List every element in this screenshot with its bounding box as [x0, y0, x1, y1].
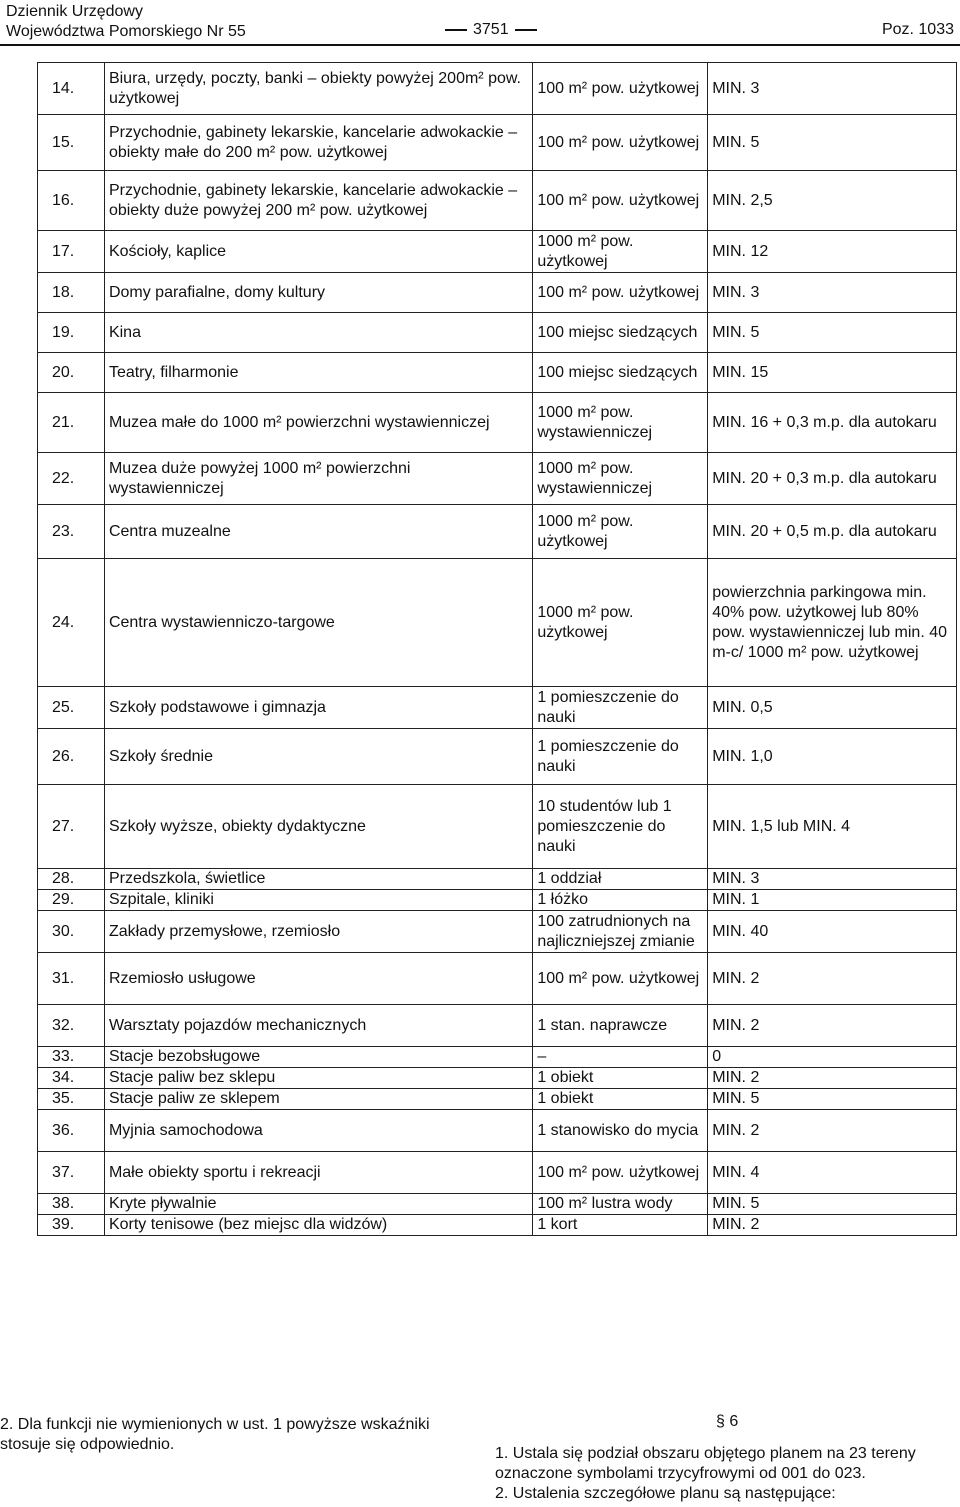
row-unit: 1 obiekt [533, 1068, 708, 1089]
row-name: Szpitale, kliniki [104, 890, 532, 911]
row-unit: 100 m² pow. użytkowej [533, 63, 708, 115]
row-unit: 1000 m² pow. użytkowej [533, 231, 708, 273]
row-name: Rzemiosło usługowe [104, 953, 532, 1005]
row-number: 33. [38, 1047, 105, 1068]
row-unit: 1000 m² pow. użytkowej [533, 559, 708, 687]
row-number: 21. [38, 393, 105, 453]
table-row [38, 505, 957, 559]
table-row [38, 1089, 957, 1110]
row-unit: 1000 m² pow. użytkowej [533, 505, 708, 559]
row-number: 39. [38, 1215, 105, 1236]
row-unit: 100 miejsc siedzących [533, 313, 708, 353]
page-number [439, 21, 543, 39]
row-name: Stacje bezobsługowe [104, 1047, 532, 1068]
row-number: 31. [38, 953, 105, 1005]
journal-title-line1: Dziennik Urzędowy [6, 3, 143, 20]
row-name: Przedszkola, świetlice [104, 869, 532, 890]
row-number: 15. [38, 115, 105, 171]
row-min: MIN. 2,5 [708, 171, 957, 231]
table-row [38, 687, 957, 729]
position-label: Poz. 1033 [881, 21, 954, 38]
row-min: MIN. 2 [708, 1110, 957, 1152]
section-number: § 6 [716, 1413, 739, 1430]
row-number: 28. [38, 869, 105, 890]
table-row [38, 115, 957, 171]
row-name: Biura, urzędy, poczty, banki – obiekty powyżej 200m² pow. użytkowej [104, 63, 532, 115]
row-min: MIN. 5 [708, 1194, 957, 1215]
table-row [38, 1194, 957, 1215]
row-unit: 100 m² pow. użytkowej [533, 273, 708, 313]
row-name: Muzea małe do 1000 m² powierzchni wystawienniczej [104, 393, 532, 453]
table-row [38, 1068, 957, 1089]
row-min: MIN. 20 + 0,3 m.p. dla autokaru [708, 453, 957, 505]
row-number: 32. [38, 1005, 105, 1047]
table-row [38, 1215, 957, 1236]
row-unit: 1000 m² pow. wystawienniczej [533, 453, 708, 505]
row-unit: 1 pomieszczenie do nauki [533, 687, 708, 729]
table-row [38, 953, 957, 1005]
journal-title-line2: Województwa Pomorskiego Nr 55 [6, 23, 246, 40]
table-row [38, 313, 957, 353]
footer-item-2: 2. Ustalenia szczegółowe planu są następujące: [495, 1485, 836, 1502]
row-unit: 100 m² pow. użytkowej [533, 115, 708, 171]
row-name: Kryte pływalnie [104, 1194, 532, 1215]
row-min: MIN. 1,5 lub MIN. 4 [708, 785, 957, 869]
row-min: MIN. 12 [708, 231, 957, 273]
row-name: Zakłady przemysłowe, rzemiosło [104, 911, 532, 953]
dash-left [445, 29, 467, 31]
table-row [38, 393, 957, 453]
row-name: Szkoły podstawowe i gimnazja [104, 687, 532, 729]
row-min: MIN. 15 [708, 353, 957, 393]
row-min: MIN. 20 + 0,5 m.p. dla autokaru [708, 505, 957, 559]
table-row [38, 890, 957, 911]
row-number: 23. [38, 505, 105, 559]
row-number: 22. [38, 453, 105, 505]
row-min: MIN. 2 [708, 1068, 957, 1089]
row-unit: 100 m² lustra wody [533, 1194, 708, 1215]
table-row [38, 785, 957, 869]
row-unit: 100 m² pow. użytkowej [533, 171, 708, 231]
row-number: 19. [38, 313, 105, 353]
row-name: Kina [104, 313, 532, 353]
row-unit: 1 oddział [533, 869, 708, 890]
table-row [38, 273, 957, 313]
row-unit: 1 stanowisko do mycia [533, 1110, 708, 1152]
page-number-value: 3751 [473, 21, 509, 38]
row-unit: 1 łóżko [533, 890, 708, 911]
row-unit: 1 stan. naprawcze [533, 1005, 708, 1047]
row-min: MIN. 5 [708, 1089, 957, 1110]
row-unit: – [533, 1047, 708, 1068]
row-name: Stacje paliw ze sklepem [104, 1089, 532, 1110]
table-row [38, 1152, 957, 1194]
row-number: 35. [38, 1089, 105, 1110]
row-name: Centra muzealne [104, 505, 532, 559]
row-min: 0 [708, 1047, 957, 1068]
row-min: MIN. 2 [708, 1215, 957, 1236]
row-name: Warsztaty pojazdów mechanicznych [104, 1005, 532, 1047]
row-number: 30. [38, 911, 105, 953]
table-row [38, 911, 957, 953]
row-min: MIN. 1 [708, 890, 957, 911]
row-min: MIN. 2 [708, 953, 957, 1005]
row-min: MIN. 3 [708, 869, 957, 890]
row-number: 26. [38, 729, 105, 785]
row-number: 29. [38, 890, 105, 911]
row-name: Szkoły wyższe, obiekty dydaktyczne [104, 785, 532, 869]
row-unit: 100 m² pow. użytkowej [533, 953, 708, 1005]
row-min: MIN. 2 [708, 1005, 957, 1047]
row-name: Myjnia samochodowa [104, 1110, 532, 1152]
row-number: 34. [38, 1068, 105, 1089]
header-rule [0, 44, 960, 46]
footer-item-1: 1. Ustala się podział obszaru objętego planem na 23 tereny oznaczone symbolami trzycyfrowymi od 001 do 023. [495, 1445, 916, 1482]
row-number: 24. [38, 559, 105, 687]
row-name: Muzea duże powyżej 1000 m² powierzchni wystawienniczej [104, 453, 532, 505]
row-number: 18. [38, 273, 105, 313]
row-unit: 1000 m² pow. wystawienniczej [533, 393, 708, 453]
row-unit: 1 obiekt [533, 1089, 708, 1110]
table-row [38, 63, 957, 115]
row-name: Korty tenisowe (bez miejsc dla widzów) [104, 1215, 532, 1236]
row-number: 27. [38, 785, 105, 869]
footer-note: 2. Dla funkcji nie wymienionych w ust. 1 powyższe wskaźniki stosuje się odpowiednio. [0, 1416, 430, 1453]
row-name: Centra wystawienniczo-targowe [104, 559, 532, 687]
row-number: 36. [38, 1110, 105, 1152]
row-number: 16. [38, 171, 105, 231]
journal-title [6, 2, 246, 42]
row-unit: 100 zatrudnionych na najliczniejszej zmianie [533, 911, 708, 953]
table-row [38, 171, 957, 231]
row-number: 25. [38, 687, 105, 729]
row-unit: 100 m² pow. użytkowej [533, 1152, 708, 1194]
row-name: Stacje paliw bez sklepu [104, 1068, 532, 1089]
table-row [38, 729, 957, 785]
row-number: 17. [38, 231, 105, 273]
row-number: 38. [38, 1194, 105, 1215]
row-min: MIN. 40 [708, 911, 957, 953]
table-row [38, 1047, 957, 1068]
row-number: 20. [38, 353, 105, 393]
row-unit: 10 studentów lub 1 pomieszczenie do nauki [533, 785, 708, 869]
row-name: Domy parafialne, domy kultury [104, 273, 532, 313]
table-row [38, 231, 957, 273]
row-min: MIN. 5 [708, 313, 957, 353]
row-min: MIN. 5 [708, 115, 957, 171]
table-row [38, 353, 957, 393]
row-unit: 1 kort [533, 1215, 708, 1236]
table-row [38, 1110, 957, 1152]
row-min: MIN. 4 [708, 1152, 957, 1194]
page-header [0, 0, 960, 42]
row-unit: 100 miejsc siedzących [533, 353, 708, 393]
dash-right [515, 29, 537, 31]
table-row [38, 1005, 957, 1047]
footer-items [495, 1444, 960, 1504]
row-name: Teatry, filharmonie [104, 353, 532, 393]
table-row [38, 559, 957, 687]
row-min: MIN. 16 + 0,3 m.p. dla autokaru [708, 393, 957, 453]
row-name: Przychodnie, gabinety lekarskie, kancelarie adwokackie – obiekty duże powyżej 200 m² pow. użytkowej [104, 171, 532, 231]
row-min: MIN. 0,5 [708, 687, 957, 729]
parking-table [37, 62, 957, 1236]
row-min: MIN. 3 [708, 273, 957, 313]
table-row [38, 453, 957, 505]
row-unit: 1 pomieszczenie do nauki [533, 729, 708, 785]
row-name: Małe obiekty sportu i rekreacji [104, 1152, 532, 1194]
row-name: Szkoły średnie [104, 729, 532, 785]
row-name: Kościoły, kaplice [104, 231, 532, 273]
row-number: 14. [38, 63, 105, 115]
row-name: Przychodnie, gabinety lekarskie, kancelarie adwokackie – obiekty małe do 200 m² pow. użytkowej [104, 115, 532, 171]
row-number: 37. [38, 1152, 105, 1194]
row-min: MIN. 3 [708, 63, 957, 115]
row-min: MIN. 1,0 [708, 729, 957, 785]
table-row [38, 869, 957, 890]
row-min: powierzchnia parkingowa min. 40% pow. użytkowej lub 80% pow. wystawienniczej lub min. 40 m-c/ 1000 m² pow. użytkowej [708, 559, 957, 687]
